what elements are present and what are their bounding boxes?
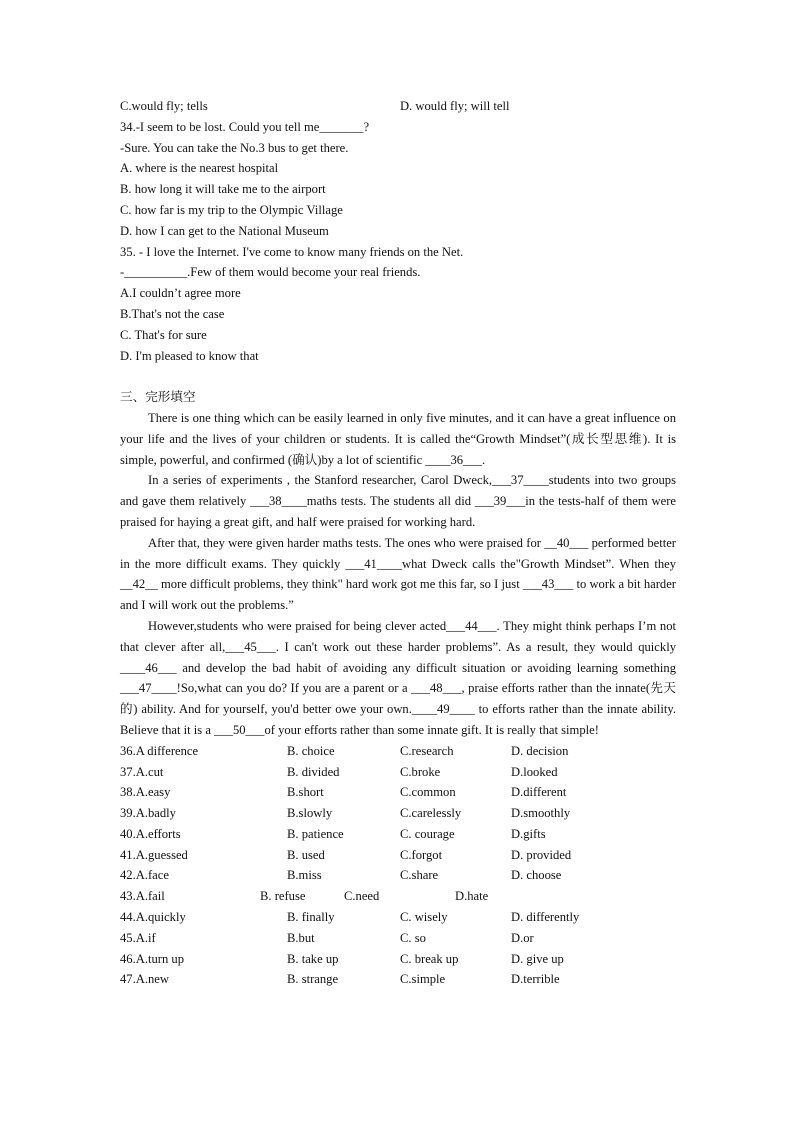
option-a: 44.A.quickly <box>120 910 186 925</box>
option-c: C. courage <box>400 826 455 841</box>
option-row <box>120 928 676 949</box>
q35-option-d: D. I'm pleased to know that <box>120 348 259 363</box>
q33-option-c: C.would fly; tells <box>120 99 208 113</box>
passage-paragraph-3-text: After that, they were given harder maths tests. The ones who were praised for __40___ performed better in the more difficult exams. They quickly ___41____what Dweck calls the"Growth Mindset”. When they __42__ more difficult problems, they think" hard work got me this far, so I just ___43___ to work a bit harder and I will work out the problems.” <box>120 535 676 613</box>
q35-option-a: A.I couldn’t agree more <box>120 286 241 301</box>
option-b: B. refuse <box>260 889 306 904</box>
option-c: C. so <box>400 930 426 945</box>
option-a: 38.A.easy <box>120 785 171 800</box>
option-b: B.short <box>287 785 324 800</box>
option-a: 43.A.fail <box>120 889 165 904</box>
option-c: C.carelessly <box>400 806 462 821</box>
option-c: C.simple <box>400 972 446 987</box>
option-d: D. provided <box>511 847 572 862</box>
option-a: 36.A difference <box>120 743 199 758</box>
option-row <box>120 907 676 928</box>
option-row <box>120 824 676 845</box>
option-a: 46.A.turn up <box>120 951 185 966</box>
option-c: C.share <box>400 868 439 883</box>
option-b: B. choice <box>287 743 335 758</box>
q35-option-c: C. That's for sure <box>120 327 207 342</box>
option-c: C.broke <box>400 764 441 779</box>
option-a: 45.A.if <box>120 930 156 945</box>
option-d: D.terrible <box>511 972 560 987</box>
q35-stem: 35. - I love the Internet. I've come to know many friends on the Net. <box>120 244 464 259</box>
option-row <box>120 969 676 990</box>
passage-paragraph-3 <box>120 533 676 616</box>
option-d: D. give up <box>511 951 564 966</box>
passage-paragraph-4 <box>120 616 676 741</box>
option-d: D.looked <box>511 764 558 779</box>
passage-paragraph-1 <box>120 408 676 470</box>
option-c: C.forgot <box>400 847 443 862</box>
exam-page <box>120 96 676 990</box>
spacer <box>120 366 676 387</box>
passage-paragraph-4-text: However,students who were praised for being clever acted___44___. They might think perhaps I’m not that clever after all,___45___. I can't work out these harder problems”. As a result, they would quickly ____46___ and develop the bad habit of avoiding any difficult situation or avoiding learning something ___47____!So,what can you do? If you are a parent or a ___48___, praise efforts rather than the innate(先天的) ability. And for yourself, you'd better owe your own.____49____ to efforts rather than the innate ability. Believe that it is a ___50___of your efforts rather than some innate gift. It is really that simple! <box>120 618 676 737</box>
option-c: C. break up <box>400 951 459 966</box>
q35-option-b: B.That's not the case <box>120 306 225 321</box>
q34-option-b: B. how long it will take me to the airport <box>120 182 326 197</box>
q34-reply: -Sure. You can take the No.3 bus to get there. <box>120 140 349 155</box>
option-d: D.smoothly <box>511 806 571 821</box>
option-a: 37.A.cut <box>120 764 164 779</box>
option-c: C. wisely <box>400 910 448 925</box>
option-b: B.miss <box>287 868 322 883</box>
option-d: D. decision <box>511 743 569 758</box>
option-a: 39.A.badly <box>120 806 176 821</box>
option-b: B. take up <box>287 951 339 966</box>
passage-paragraph-1-text: There is one thing which can be easily learned in only five minutes, and it can have a great influence on your life and the lives of your children or students. It is called the“Growth Mindset”(成长型思维). It is simple, powerful, and confirmed (确认)by a lot of scientific ____36___. <box>120 410 676 467</box>
q34-option-d: D. how I can get to the National Museum <box>120 223 329 238</box>
section-heading: 三、完形填空 <box>120 389 196 405</box>
q34-option-a: A. where is the nearest hospital <box>120 161 279 176</box>
option-b: B. divided <box>287 764 340 779</box>
option-b: B. used <box>287 847 325 862</box>
q34-option-c: C. how far is my trip to the Olympic Village <box>120 202 343 217</box>
q34-stem: 34.-I seem to be lost. Could you tell me_______? <box>120 119 370 134</box>
q33-options <box>120 96 676 117</box>
option-b: B.but <box>287 930 315 945</box>
option-d: D.different <box>511 785 567 800</box>
option-a: 42.A.face <box>120 868 169 883</box>
option-b: B.slowly <box>287 806 333 821</box>
q35-reply: -__________.Few of them would become your real friends. <box>120 265 421 280</box>
option-c: C.common <box>400 785 456 800</box>
option-b: B. finally <box>287 910 335 925</box>
option-row <box>120 865 676 886</box>
option-b: B. patience <box>287 826 344 841</box>
option-d: D.gifts <box>511 826 546 841</box>
option-a: 47.A.new <box>120 972 169 987</box>
option-row <box>120 741 676 762</box>
option-d: D. differently <box>511 910 580 925</box>
option-row <box>120 762 676 783</box>
option-row <box>120 845 676 866</box>
q33-option-d: D. would fly; will tell <box>400 99 510 113</box>
option-row <box>120 949 676 970</box>
option-d: D.hate <box>455 889 489 904</box>
answer-options <box>120 741 676 991</box>
option-b: B. strange <box>287 972 339 987</box>
option-d: D. choose <box>511 868 562 883</box>
option-c: C.research <box>400 743 454 758</box>
option-a: 41.A.guessed <box>120 847 188 862</box>
passage-paragraph-2 <box>120 470 676 532</box>
option-d: D.or <box>511 930 534 945</box>
option-row <box>120 782 676 803</box>
option-c: C.need <box>344 889 380 904</box>
option-row <box>120 886 676 907</box>
option-row <box>120 803 676 824</box>
option-a: 40.A.efforts <box>120 826 181 841</box>
passage-paragraph-2-text: In a series of experiments , the Stanford researcher, Carol Dweck,___37____students into two groups and gave them relatively ___38____maths tests. The students all did ___39___in the tests-half of them were praised for haying a great gift, and half were praised for working hard. <box>120 473 676 529</box>
